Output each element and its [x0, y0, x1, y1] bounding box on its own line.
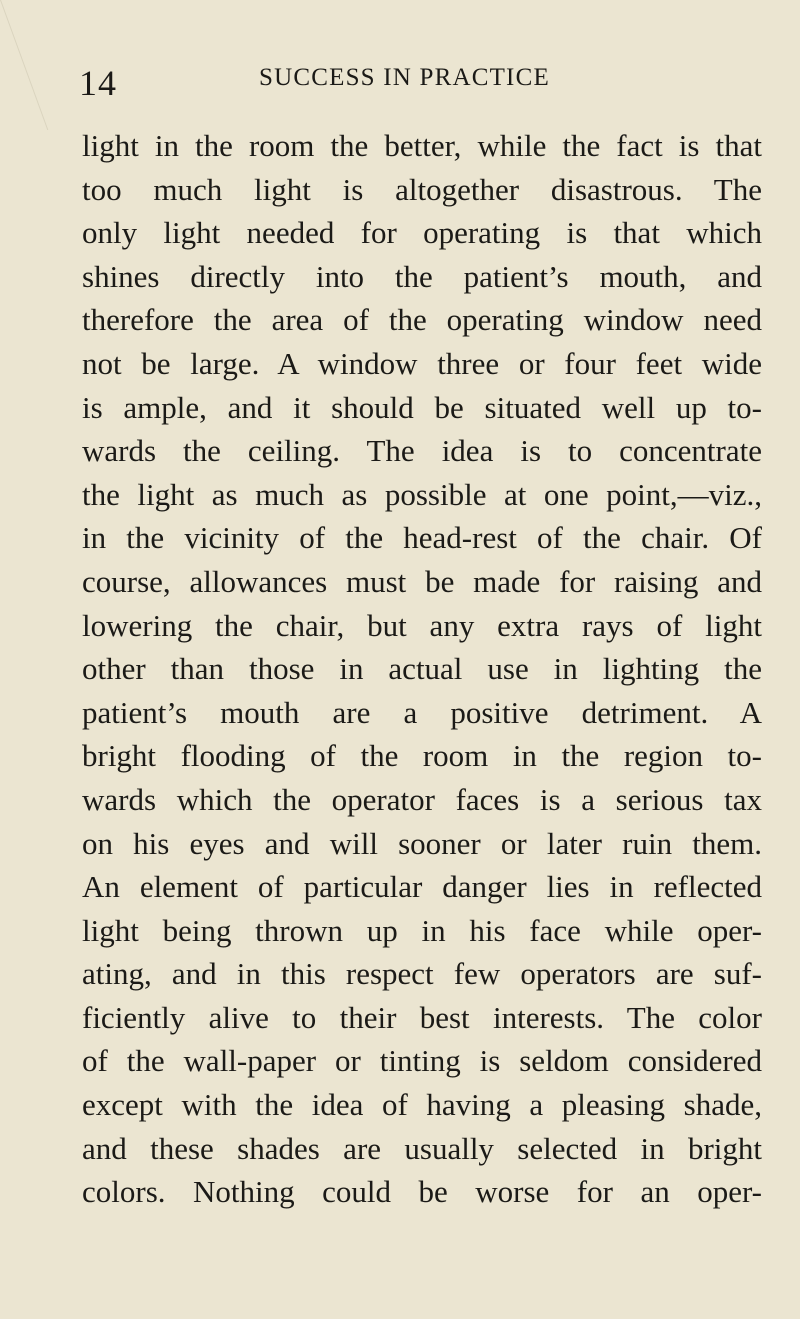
text-line: colors. Nothing could be worse for an oper-	[82, 1174, 762, 1210]
text-line: except with the idea of having a pleasing shade,	[82, 1087, 762, 1123]
text-line: only light needed for operating is that which	[82, 215, 762, 251]
text-line: and these shades are usually selected in bright	[82, 1130, 762, 1166]
text-line: light in the room the better, while the fact is that	[82, 128, 762, 163]
text-line: ficiently alive to their best interests. The color	[82, 999, 762, 1035]
text-line: shines directly into the patient’s mouth, and	[82, 258, 762, 294]
body-text	[82, 124, 762, 1214]
text-line: An element of particular danger lies in reflected	[82, 869, 762, 905]
running-title: SUCCESS IN PRACTICE	[259, 64, 550, 91]
text-line: light being thrown up in his face while oper-	[82, 912, 762, 948]
text-line: on his eyes and will sooner or later ruin them.	[82, 825, 762, 861]
running-head	[0, 62, 800, 102]
text-line: bright flooding of the room in the region to-	[82, 738, 762, 774]
text-line: of the wall-paper or tinting is seldom considered	[82, 1043, 762, 1079]
text-line: not be large. A window three or four feet wide	[82, 345, 762, 381]
text-line: is ample, and it should be situated well up to-	[82, 389, 762, 425]
text-line: wards the ceiling. The idea is to concentrate	[82, 433, 762, 469]
text-line: ating, and in this respect few operators are suf-	[82, 956, 762, 992]
text-line: the light as much as possible at one point,—viz.,	[82, 476, 762, 512]
text-line: patient’s mouth are a positive detriment. A	[82, 694, 762, 730]
text-line: too much light is altogether disastrous. The	[82, 171, 762, 207]
text-line: therefore the area of the operating window need	[82, 302, 762, 338]
text-line: lowering the chair, but any extra rays of light	[82, 607, 762, 643]
text-line: wards which the operator faces is a serious tax	[82, 781, 762, 817]
text-line: course, allowances must be made for raising and	[82, 563, 762, 599]
text-line: in the vicinity of the head-rest of the chair. Of	[82, 520, 762, 556]
page-number: 14	[79, 63, 117, 103]
text-line: other than those in actual use in lighting the	[82, 651, 762, 687]
